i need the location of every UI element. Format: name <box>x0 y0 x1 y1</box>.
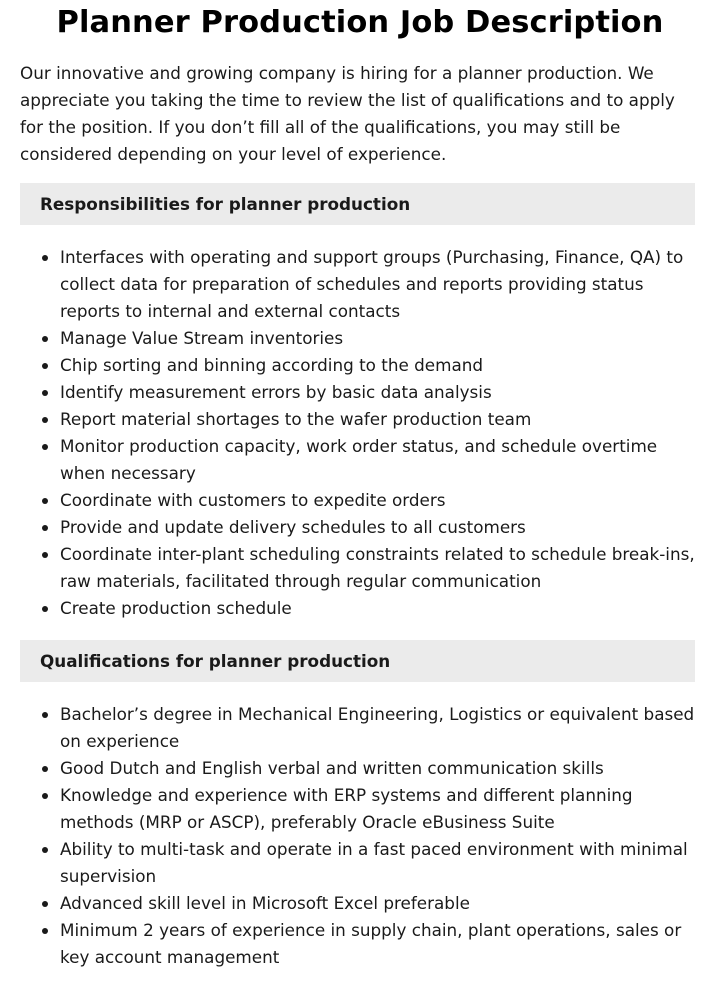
list-item-text: Interfaces with operating and support groups (Purchasing, Finance, QA) to collect data for preparation of schedules and reports providing status reports to internal and external contacts <box>60 247 684 321</box>
bullet-icon <box>42 363 48 369</box>
bullet-icon <box>42 793 48 799</box>
bullet-icon <box>42 444 48 450</box>
bullet-icon <box>42 417 48 423</box>
bullet-icon <box>42 552 48 558</box>
list-item <box>60 406 698 433</box>
list-item <box>60 352 698 379</box>
list-item-text: Identify measurement errors by basic data analysis <box>60 382 492 402</box>
list-item-text: Ability to multi-task and operate in a fast paced environment with minimal supervision <box>60 839 688 886</box>
list-item-text: Manage Value Stream inventories <box>60 328 344 348</box>
list-item-text: Provide and update delivery schedules to all customers <box>60 517 526 537</box>
list-item-text: Minimum 2 years of experience in supply chain, plant operations, sales or key account management <box>60 920 682 967</box>
list-item <box>60 541 698 595</box>
list-item-text: Coordinate with customers to expedite orders <box>60 490 446 510</box>
responsibilities-heading: Responsibilities for planner production <box>20 183 695 225</box>
list-item-text: Chip sorting and binning according to the demand <box>60 355 484 375</box>
list-item-text: Advanced skill level in Microsoft Excel preferable <box>60 893 470 913</box>
list-item <box>60 890 698 917</box>
responsibilities-list <box>20 244 698 622</box>
list-item <box>60 782 698 836</box>
bullet-icon <box>42 606 48 612</box>
bullet-icon <box>42 766 48 772</box>
list-item <box>60 595 698 622</box>
list-item-text: Report material shortages to the wafer production team <box>60 409 532 429</box>
list-item <box>60 325 698 352</box>
bullet-icon <box>42 390 48 396</box>
bullet-icon <box>42 928 48 934</box>
qualifications-heading: Qualifications for planner production <box>20 640 695 682</box>
list-item <box>60 487 698 514</box>
list-item-text: Knowledge and experience with ERP systems and different planning methods (MRP or ASCP), preferably Oracle eBusiness Suite <box>60 785 633 832</box>
bullet-icon <box>42 901 48 907</box>
bullet-icon <box>42 498 48 504</box>
bullet-icon <box>42 255 48 261</box>
list-item <box>60 514 698 541</box>
list-item <box>60 433 698 487</box>
bullet-icon <box>42 847 48 853</box>
bullet-icon <box>42 712 48 718</box>
list-item <box>60 701 698 755</box>
list-item-text: Coordinate inter-plant scheduling constraints related to schedule break-ins, raw materials, facilitated through regular communication <box>60 544 695 591</box>
qualifications-list <box>20 701 698 971</box>
list-item <box>60 244 698 325</box>
list-item <box>60 379 698 406</box>
list-item-text: Create production schedule <box>60 598 292 618</box>
intro-paragraph: Our innovative and growing company is hiring for a planner production. We appreciate you taking the time to review the list of qualifications and to apply for the position. If you don’t fill all of the qualifications, you may still be considered depending on your level of experience. <box>20 63 675 164</box>
list-item <box>60 836 698 890</box>
list-item <box>60 917 698 971</box>
page-title: Planner Production Job Description <box>56 5 664 40</box>
list-item-text: Monitor production capacity, work order status, and schedule overtime when necessary <box>60 436 658 483</box>
list-item <box>60 755 698 782</box>
bullet-icon <box>42 336 48 342</box>
list-item-text: Bachelor’s degree in Mechanical Engineering, Logistics or equivalent based on experience <box>60 704 695 751</box>
bullet-icon <box>42 525 48 531</box>
list-item-text: Good Dutch and English verbal and written communication skills <box>60 758 604 778</box>
